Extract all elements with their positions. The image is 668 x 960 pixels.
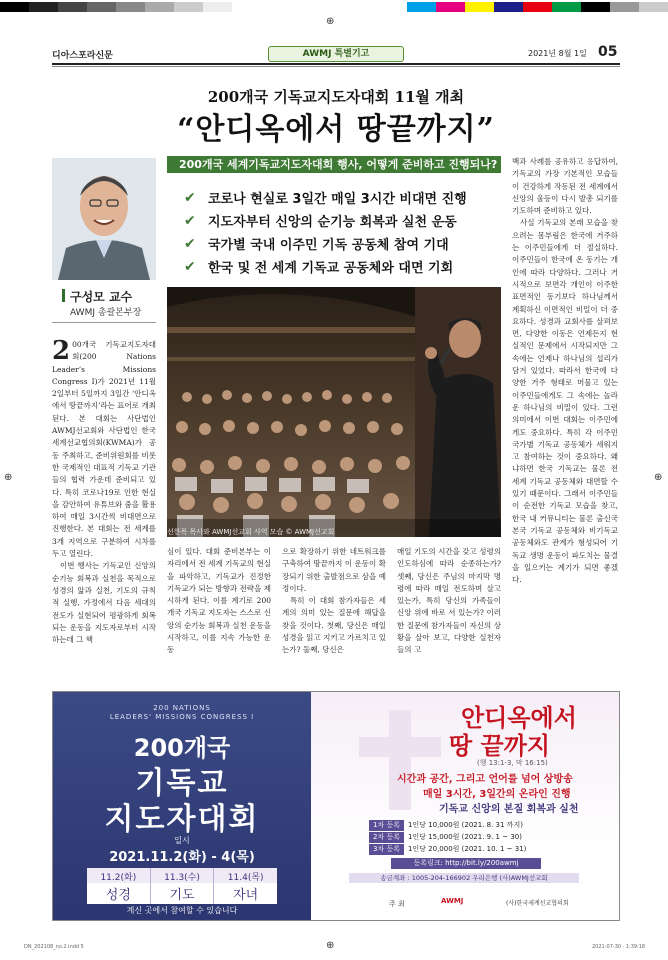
printer-color-bar [0,2,668,12]
ad-left-panel [53,692,311,920]
ad-theme-list [87,883,277,904]
article-column-2 [167,546,271,657]
ad-day: 11.3(수) [151,868,215,885]
ad-theme: 기도 [151,883,215,904]
checkmark-icon: ✔ [184,258,196,275]
key-point: ✔ 지도자부터 신앙의 순기능 회복과 실천 운동 [184,212,457,230]
ad-english-title: LEADERS' MISSIONS CONGRESS I [109,713,255,721]
article-paragraph: 심이 있다. 대회 준비본부는 이 자리에서 전 세계 기독교의 현실을 파악하고, 기독교가 진정한 기독교가 되는 방향과 전략을 제시하게 된다. 이를 계기로 200개국 기독교 지도자는 스스로 신앙의 순기능 회복과 실천 운동을 시작하고, 이를 지속 가능한 운동 [167,547,271,655]
article-column-4 [397,546,501,657]
author-name: 구성모 교수 [70,290,133,304]
ad-theme: 자녀 [233,888,259,903]
ad-tagline: 기독교 신앙의 본질 회복과 실천 [439,804,579,815]
key-point: ✔ 국가별 국내 이주민 기독 공동체 참여 기대 [184,235,449,253]
article-paragraph: 백과 사례를 공유하고 응답하여, 기독교의 가장 기본적인 모습들이 건강하게 작동된 전 세계에서 신앙의 울등이 다시 발총 되기를 기도하며 준비하고 있다. [512,157,618,216]
article-column-3 [282,546,386,657]
article-deck: 200개국 세계기독교지도자대회 행사, 어떻게 준비하고 진행되나? [167,156,501,173]
photo-caption: 선한목 목사와 AWMJ선교회 사역 모습 © AWMJ선교회 [167,528,335,536]
ad-title-line: 200개국 [133,734,231,762]
ad-slogan: 안디옥에서 [461,704,577,732]
registration-mark-icon: ⊕ [326,940,335,951]
key-point: ✔ 코로나 현실로 3일간 매일 3시간 비대면 진행 [184,189,467,207]
print-timestamp: 2021-07-30 · 1:39:18 [592,944,646,950]
registration-row: 2차 등록 1인당 15,000원 (2021. 9. 1 ~ 30) [369,832,559,843]
cross-icon [389,710,411,810]
author-role: AWMJ 총괄본부장 [70,308,142,318]
checkmark-icon: ✔ [184,235,196,252]
registration-row: 3차 등록 1인당 20,000원 (2021. 10. 1 ~ 31) [369,844,559,855]
divider [52,322,156,323]
print-slug: DN_202108_no.2.indd 5 [24,944,84,950]
ad-tagline: 매일 3시간, 3일간의 온라인 진행 [423,789,571,800]
checkmark-icon: ✔ [184,189,196,206]
org-logo-awmj: AWMJ [441,897,464,905]
org-logo-kwma: (사)한국세계선교협의회 [506,900,569,907]
key-point: ✔ 한국 및 전 세계 기독교 공동체와 대면 기회 [184,258,454,276]
paper-name: 디아스포라신문 [52,51,113,61]
article-paragraph: 00개국 기독교지도자대회(200 Nations Leader’s Missions Congress I)가 2021년 11월 2일부터 5일까지 3일간 ‘안디옥에서 땅끝까지’라는 표어로 개최된다. 본 대회는 사단법인 AWMJ선교회와 사단법인 한국세계선교협의회(KWMA)가 공동 주최하고, 준비위원회를 비롯한 국제적인 대표적 기독교 기관들의 협력 가운데 준비되고 있다. 특히 코로나19로 인한 현실을 감안하여 유튜브와 줌을 활용하여 매일 3시간씩 비대면으로 진행한다. 본 대회는 전 세계를 3개 지역으로 구분하여 시차를 두고 열린다. [52,340,156,559]
ad-host-label: 주 최 [389,900,405,908]
article-headline: “안디옥에서 땅끝까지” [177,112,495,147]
ad-verse: (행 13:1-3, 막 16:15) [477,759,548,767]
issue-date: 2021년 8월 1일 [528,49,587,58]
cross-icon [359,737,441,757]
registration-mark-icon: ⊕ [654,472,663,483]
article-paragraph: 이번 행사는 기독교인 신앙의 순기능 회복과 실천을 목적으로 성경의 앎과 실천, 기도의 규칙적 실행, 가정에서 다음 세대의 전도가 실현되어 평광하게 회복되는 운동을 지도자로부터 시작하는데 그 핵 [52,561,156,645]
ad-right-panel [311,692,619,920]
article-paragraph: 사실 기독교의 본래 모습을 찾으려는 몸부림은 한국에 거주하는 이주민들에게 더 절실하다. 이주민들이 한국에 온 동기는 개인에 따라 다양하다. 그러나 거시적으로 보면각 개인이 이주한 표면적인 동기보다 하나님께서 계획하신 이면적인 비밀이 더 중요하다. 성경과 교회사를 살펴보면, 다양한 이동은 언제든지 현실적인 문제에서 시작되지만 그 속에는 언제나 하나님의 섭리가 담겨 있었다. 따라서 한국에 다양한 거주 형태로 머물고 있는 이주민들에게도 그 속에는 놀라운 하나님의 비밀이 있다. 그런 의미에서 이번 대회는 이주민에게도 중요하다. 특히 각 이주민 국가별 기독교 공동체가 세워지고 참여하는 것이 중요하다. 왜냐하면 한국 기독교는 물론 전 세계 기독교 공동체와 대면할 수 있기 때문이다. 그래서 이주민들이 순전한 기독교 모습을 찾고, 한국 내 커뮤니티는 물론 출신국 본국 기독교 공동체와 비기독교 공동체와도 관계가 형성되어 기독교 생명 운동이 파도치는 물결을 일으키는 계기가 되면 좋겠다. [512,218,618,585]
dropcap: 2 [52,336,71,366]
key-points-list [184,186,494,278]
ad-tagline: 시간과 공간, 그리고 언어를 넘어 상방송 [397,774,573,785]
ad-slogan: 땅 끝까지 [449,732,551,760]
ad-title-line: 지도자대회 [104,802,260,837]
author-marker [62,289,65,302]
ad-day: 11.2(화) [87,868,151,885]
author-photo [52,158,156,280]
registration-mark-icon: ⊕ [326,16,335,27]
page-number: 05 [598,44,618,60]
article-paragraph: 매일 기도의 시간을 갖고 성령의 인도하심에 따라 순종하는가? 셋째, 당신은 주님의 마지막 명령에 따라 매일 전도하며 살고 있는가, 특히 당신의 가족들이 신앙 위에 바로 서 있는가? 이러한 질문에 참가자들이 자신의 상황을 살아 보고, 다양한 실천자들의 고 [397,547,501,655]
ad-theme: 성경 [87,883,151,904]
article-column-1 [52,336,156,646]
registration-mark-icon: ⊕ [4,472,13,483]
ad-day: 11.4(목) [227,873,264,883]
article-subtitle: 200개국 기독교지도자대회 11월 개최 [207,88,465,106]
article-paragraph: 으로 확장하기 위한 네트워크를 구축하여 땅끝까지 이 운동이 확장되기 위한 출발점으로 삼을 예정이다. [282,547,386,593]
registration-link[interactable]: 등록링크: http://bit.ly/200awmj [391,858,541,869]
ad-title-line: 기독교 [135,766,229,801]
congress-advertisement [52,691,620,921]
article-column-5 [512,156,618,586]
ad-date-label: 일시 [174,836,190,845]
section-label: AWMJ 특별기고 [268,46,404,62]
bank-account: 송금계좌 : 1005-204-166902 우리은행 (사)AWMJ선교회 [349,873,579,883]
registration-row: 1차 등록 1인당 10,000원 (2021. 8. 31 까지) [369,820,559,831]
header-rule [52,66,620,67]
ad-english-title: 200 NATIONS [153,704,211,712]
checkmark-icon: ✔ [184,212,196,229]
ad-online-note: 계신 곳에서 참여할 수 있습니다 [126,906,238,915]
header-rule [52,63,620,65]
ad-date: 2021.11.2(화) - 4(목) [109,850,255,865]
article-paragraph: 특히 이 대회 참가자들은 세계의 의미 있는 질문에 해답을 찾을 것이다. 첫째, 당신은 매일 성경을 읽고 지키고 가르치고 있는가? 둘째, 당신은 [282,596,386,655]
event-photo [167,287,501,537]
ad-registration-list [369,820,559,856]
